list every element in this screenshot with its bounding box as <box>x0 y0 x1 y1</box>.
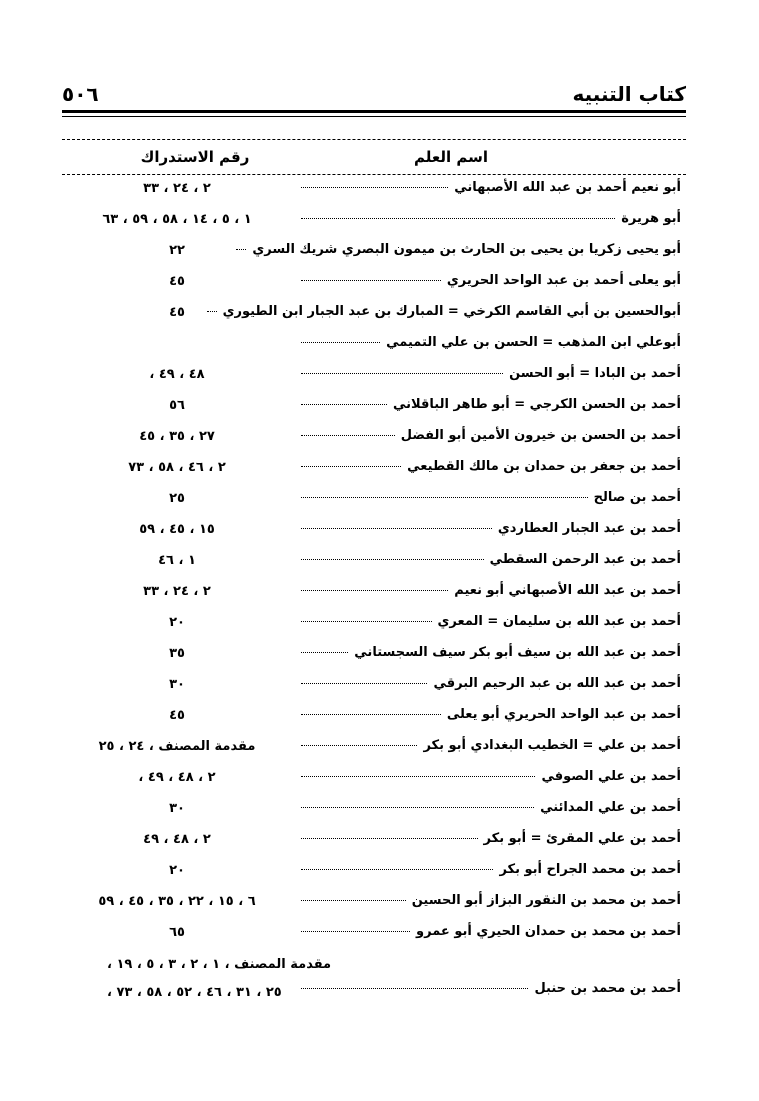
entry-name: أحمد بن الحسن بن خيرون الأمين أبو الفضل <box>400 428 681 443</box>
header-rule-thin <box>62 116 686 117</box>
header-rule-thick <box>62 110 686 113</box>
index-entry <box>62 238 686 269</box>
dot-leader <box>301 838 478 839</box>
entry-name: أحمد بن عبد الرحمن السقطي <box>489 552 681 567</box>
dot-leader <box>301 807 534 808</box>
entry-name: أحمد بن البادا = أبو الحسن <box>509 366 681 381</box>
entry-reference: ٣٠ <box>169 677 185 692</box>
entry-reference <box>62 951 337 1007</box>
dot-leader <box>301 590 448 591</box>
dot-leader <box>301 745 417 746</box>
page-header <box>62 82 686 106</box>
entry-name: أحمد بن عبد الله بن سيف أبو بكر سيف السجستاني <box>354 645 681 660</box>
dot-leader <box>301 280 441 281</box>
entry-reference: ٣٠ <box>169 801 185 816</box>
dot-leader <box>301 435 395 436</box>
entry-name: أحمد بن صالح <box>593 490 681 505</box>
entry-name: أحمد بن محمد بن حنبل <box>534 981 681 996</box>
entry-name: أحمد بن علي المقرئ = أبو بكر <box>483 831 681 846</box>
dot-leader <box>301 900 406 901</box>
entry-name-cell <box>301 981 681 996</box>
entry-reference-line: مقدمة المصنف ، ١ ، ٢ ، ٣ ، ٥ ، ١٩ ، <box>107 957 332 972</box>
dot-leader <box>301 497 588 498</box>
entry-name-cell <box>301 428 681 443</box>
entry-name-cell <box>301 645 681 660</box>
entry-name: أحمد بن عبد الجبار العطاردي <box>497 521 681 536</box>
entry-reference: ٣٥ <box>169 646 185 661</box>
entry-name-cell <box>301 893 681 908</box>
index-entry <box>62 486 686 517</box>
entry-reference: ٢٥ <box>169 491 185 506</box>
entry-name-cell <box>301 180 681 195</box>
book-title: كتاب التنبيه <box>572 82 686 106</box>
entry-name: أحمد بن محمد الجراح أبو بكر <box>499 862 681 877</box>
entry-reference: ٤٨ ، ٤٩ ، <box>149 367 205 382</box>
entry-name-cell <box>222 304 681 319</box>
entry-name-cell <box>301 769 681 784</box>
entry-name-cell <box>301 397 681 412</box>
index-entry <box>62 734 686 765</box>
entry-name: أحمد بن عبد الله بن عبد الرحيم البرقي <box>433 676 681 691</box>
entry-name: أبو هريرة <box>621 211 681 226</box>
column-header-rule <box>62 174 686 175</box>
entry-reference: ٤٥ <box>169 305 185 320</box>
index-entry <box>62 610 686 641</box>
entry-name: أحمد بن الحسن الكرجي = أبو طاهر الباقلاني <box>393 397 681 412</box>
entry-name-cell <box>301 273 681 288</box>
index-entry <box>62 207 686 238</box>
dot-leader <box>301 218 615 219</box>
index-entry <box>62 176 686 207</box>
entry-name-cell <box>301 459 681 474</box>
entry-reference: ٢٢ <box>169 243 185 258</box>
entry-name: أبو يعلى أحمد بن عبد الواحد الحريري <box>446 273 681 288</box>
index-entry <box>62 703 686 734</box>
index-entry <box>62 579 686 610</box>
dot-leader <box>301 621 432 622</box>
entry-reference: ٤٥ <box>169 708 185 723</box>
entry-name-cell <box>301 335 681 350</box>
dot-leader <box>301 528 492 529</box>
entry-name-cell <box>301 490 681 505</box>
entry-name: أبوعلي ابن المذهب = الحسن بن علي التميمي <box>386 335 681 350</box>
dot-leader <box>301 652 348 653</box>
dot-leader <box>301 714 441 715</box>
index-entry <box>62 455 686 486</box>
entry-name: أبو يحيى زكريا بن يحيى بن الحارث بن ميمون البصري شريك السري <box>252 242 681 257</box>
entry-name-cell <box>301 211 681 226</box>
index-entry <box>62 889 686 920</box>
entry-name-cell <box>252 242 681 257</box>
dot-leader <box>301 869 493 870</box>
entry-name-cell <box>301 521 681 536</box>
entry-name-cell <box>301 583 681 598</box>
entry-reference: ٦٥ <box>169 925 185 940</box>
entry-name-cell <box>301 366 681 381</box>
entry-name: أحمد بن محمد بن حمدان الحيري أبو عمرو <box>416 924 681 939</box>
dot-leader <box>301 466 401 467</box>
index-entry <box>62 362 686 393</box>
entry-reference-line: ٢٥ ، ٣١ ، ٤٦ ، ٥٢ ، ٥٨ ، ٧٣ ، <box>107 985 282 1000</box>
entry-name-cell <box>301 707 681 722</box>
index-entry <box>62 951 686 1009</box>
index-entries-list <box>62 176 686 1009</box>
entry-reference: ٢ ، ٤٨ ، ٤٩ <box>143 832 211 847</box>
table-top-rule <box>62 139 686 140</box>
entry-reference: ١٥ ، ٤٥ ، ٥٩ <box>139 522 215 537</box>
entry-name-cell <box>301 800 681 815</box>
entry-reference: ٢٠ <box>169 863 185 878</box>
dot-leader <box>301 776 535 777</box>
entry-name-cell <box>301 738 681 753</box>
index-entry <box>62 672 686 703</box>
dot-leader <box>301 342 380 343</box>
index-entry <box>62 765 686 796</box>
entry-name: أحمد بن علي = الخطيب البغدادي أبو بكر <box>423 738 681 753</box>
entry-name: أحمد بن عبد الله بن سليمان = المعري <box>437 614 681 629</box>
dot-leader <box>301 373 503 374</box>
column-header-name: اسم العلم <box>413 148 488 166</box>
entry-name: أحمد بن علي المدائني <box>540 800 681 815</box>
dot-leader <box>301 683 427 684</box>
entry-reference: مقدمة المصنف ، ٢٤ ، ٢٥ <box>98 739 256 754</box>
entry-name-cell <box>301 862 681 877</box>
entry-name-cell <box>301 831 681 846</box>
entry-reference: ٢ ، ٤٦ ، ٥٨ ، ٧٣ <box>128 460 226 475</box>
entry-reference: ٥٦ <box>169 398 185 413</box>
entry-reference: ٢ ، ٤٨ ، ٤٩ ، <box>138 770 216 785</box>
entry-name: أبوالحسين بن أبي القاسم الكرخي = المبارك بن عبد الجبار ابن الطيوري <box>222 304 681 319</box>
entry-name: أحمد بن عبد الله الأصبهاني أبو نعيم <box>454 583 681 598</box>
entry-name-cell <box>301 552 681 567</box>
dot-leader <box>301 187 448 188</box>
index-entry <box>62 920 686 951</box>
entry-reference: ٢٠ <box>169 615 185 630</box>
index-entry <box>62 827 686 858</box>
entry-name: أحمد بن عبد الواحد الحريري أبو يعلى <box>446 707 681 722</box>
index-entry <box>62 548 686 579</box>
index-entry <box>62 300 686 331</box>
dot-leader <box>301 931 410 932</box>
page-number: ٥٠٦ <box>62 82 99 106</box>
index-entry <box>62 517 686 548</box>
entry-reference: ١ ، ٤٦ <box>158 553 196 568</box>
index-entry <box>62 393 686 424</box>
column-header-reference: رقم الاستدراك <box>140 148 250 166</box>
entry-name-cell <box>301 614 681 629</box>
index-entry <box>62 331 686 362</box>
entry-reference: ١ ، ٥ ، ١٤ ، ٥٨ ، ٥٩ ، ٦٣ <box>102 212 252 227</box>
index-entry <box>62 424 686 455</box>
entry-name: أحمد بن علي الصوفي <box>541 769 681 784</box>
entry-reference: ٢٧ ، ٣٥ ، ٤٥ <box>139 429 215 444</box>
index-entry <box>62 641 686 672</box>
index-entry <box>62 269 686 300</box>
entry-reference: ٢ ، ٢٤ ، ٣٣ <box>143 584 211 599</box>
entry-name-cell <box>301 924 681 939</box>
entry-name: أبو نعيم أحمد بن عبد الله الأصبهاني <box>454 180 681 195</box>
dot-leader <box>301 559 484 560</box>
index-entry <box>62 796 686 827</box>
entry-reference: ٤٥ <box>169 274 185 289</box>
entry-name: أحمد بن جعفر بن حمدان بن مالك القطيعي <box>407 459 681 474</box>
entry-reference: ٢ ، ٢٤ ، ٣٣ <box>143 181 211 196</box>
entry-name: أحمد بن محمد بن النقور البزاز أبو الحسين <box>411 893 681 908</box>
entry-reference: ٦ ، ١٥ ، ٢٢ ، ٣٥ ، ٤٥ ، ٥٩ <box>98 894 256 909</box>
entry-name-cell <box>301 676 681 691</box>
index-entry <box>62 858 686 889</box>
dot-leader <box>301 404 387 405</box>
